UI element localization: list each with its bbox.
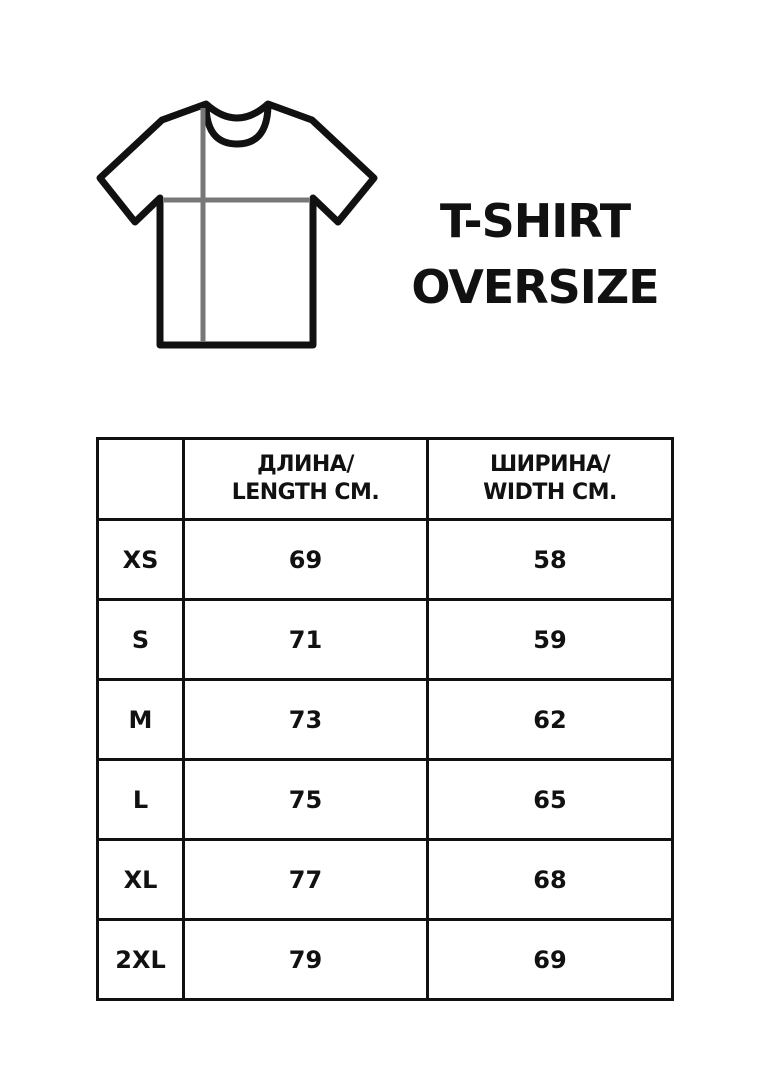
table-row <box>98 840 673 920</box>
header-size-cell <box>98 439 184 520</box>
header-width-en: WIDTH CM. <box>483 480 617 505</box>
size-cell: 2XL <box>98 920 184 1000</box>
size-cell: XS <box>98 520 184 600</box>
header-width-ru: ШИРИНА/ <box>489 452 611 477</box>
table-header-row <box>98 439 673 520</box>
length-cell: 71 <box>184 600 428 680</box>
size-cell: S <box>98 600 184 680</box>
header-width <box>428 439 673 520</box>
width-cell: 62 <box>428 680 673 760</box>
length-cell: 79 <box>184 920 428 1000</box>
t-shirt-measurement-icon <box>96 98 378 350</box>
length-cell: 77 <box>184 840 428 920</box>
table-row <box>98 760 673 840</box>
table-row <box>98 680 673 760</box>
header-length-ru: ДЛИНА/ <box>257 452 354 477</box>
width-cell: 58 <box>428 520 673 600</box>
size-chart-table <box>96 437 674 1001</box>
page-title <box>400 188 670 320</box>
length-cell: 69 <box>184 520 428 600</box>
width-cell: 68 <box>428 840 673 920</box>
title-line-1: T-SHIRT <box>439 194 631 248</box>
header-length <box>184 439 428 520</box>
length-cell: 73 <box>184 680 428 760</box>
title-line-2: OVERSIZE <box>411 260 659 314</box>
width-cell: 59 <box>428 600 673 680</box>
size-cell: XL <box>98 840 184 920</box>
table-row <box>98 920 673 1000</box>
size-cell: M <box>98 680 184 760</box>
width-cell: 69 <box>428 920 673 1000</box>
header-length-en: LENGTH CM. <box>231 480 380 505</box>
table-row <box>98 520 673 600</box>
t-shirt-outline <box>100 104 374 345</box>
width-cell: 65 <box>428 760 673 840</box>
table-row <box>98 600 673 680</box>
length-cell: 75 <box>184 760 428 840</box>
size-cell: L <box>98 760 184 840</box>
